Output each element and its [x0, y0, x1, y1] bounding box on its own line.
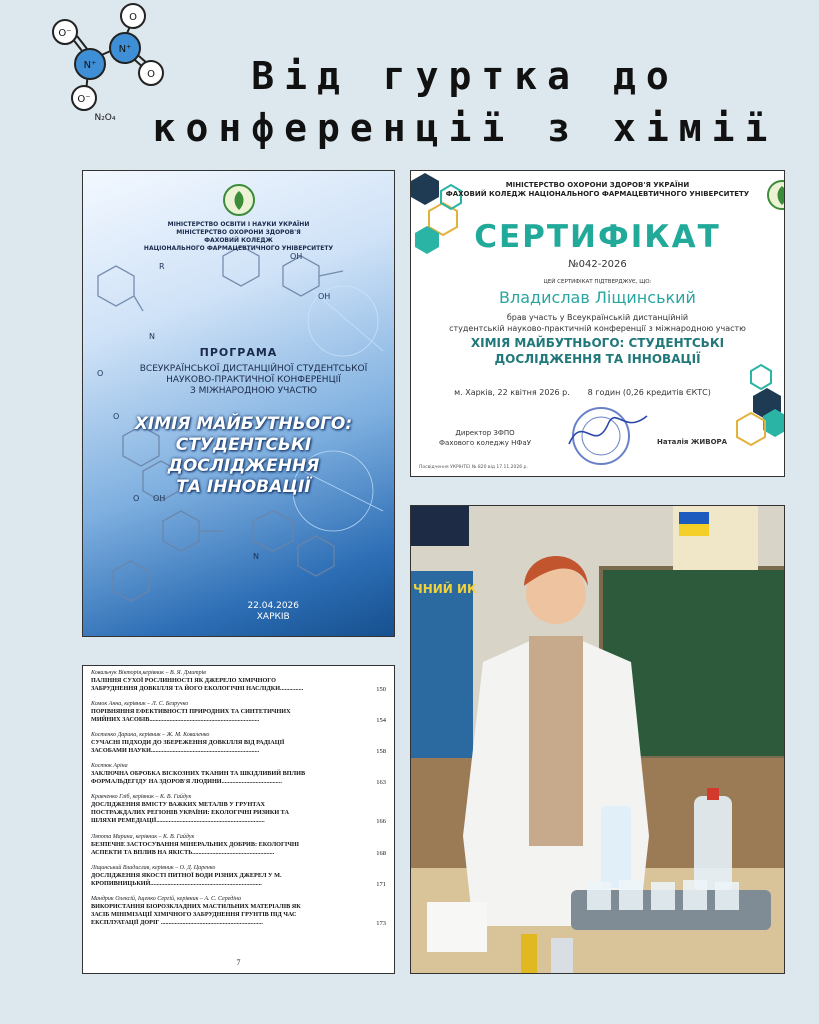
molecule-label: N	[149, 332, 155, 341]
molecule-label: O	[113, 412, 120, 421]
program-city: ХАРКІВ	[256, 612, 290, 622]
toc-title: ПОРІВНЯННЯ ЕФЕКТИВНОСТІ ПРИРОДНИХ ТА СИНТЕТИЧНИХ МИЙНИХ ЗАСОБІВ.......................................................................	[91, 708, 291, 723]
toc-entry	[91, 896, 386, 927]
toc-entry	[91, 865, 386, 888]
molecule-label: O	[97, 369, 104, 378]
toc-author: Ляпота Марина, керівник – К. В. Гайдук	[91, 834, 195, 840]
student-photo	[410, 505, 785, 974]
molecule-label: R	[159, 262, 165, 271]
program-date-block	[247, 601, 299, 623]
toc-page: 150	[376, 686, 386, 693]
program-date: 22.04.2026	[247, 601, 299, 611]
toc-page: 173	[376, 920, 386, 927]
toc-entry	[91, 701, 386, 724]
program-subtitle: ВСЕУКРАЇНСЬКОЇ ДИСТАНЦІЙНОЇ СТУДЕНТСЬКОЇ НАУКОВО-ПРАКТИЧНОЇ КОНФЕРЕНЦІЇ З МІЖНАРОДНОЮ УЧАСТЮ	[139, 364, 368, 396]
molecule-label: O	[133, 494, 140, 503]
toc-title: БЕЗПЕЧНЕ ЗАСТОСУВАННЯ МІНЕРАЛЬНИХ ДОБРИВ: ЕКОЛОГІЧНІ АСПЕКТИ ТА ВПЛИВ НА ЯКІСТЬ.....................................................	[91, 841, 300, 856]
certificate-director: Директор ЗФПО Фахового коледжу НФаУ	[439, 429, 531, 447]
student-experiment-illustration	[411, 506, 785, 974]
toc-page: 163	[376, 779, 386, 786]
program-conference-name: ХІМІЯ МАЙБУТНЬОГО: СТУДЕНТСЬКІ ДОСЛІДЖЕННЯ ТА ІННОВАЦІЇ	[134, 414, 353, 497]
photo-board-sign: ЧНИЙ ИК	[413, 582, 477, 596]
toc-author: Костенко Дарина, керівник – Ж. М. Коваленко	[91, 732, 210, 738]
toc-page-number: 7	[236, 958, 241, 967]
molecule-label: OH	[153, 494, 166, 503]
molecule-atom: O	[129, 12, 137, 23]
certificate-confirm: ЦЕЙ СЕРТИФІКАТ ПІДТВЕРДЖУЄ, ЩО:	[543, 279, 652, 285]
toc-page: 154	[376, 717, 386, 724]
toc-author: Костюк Аріна	[91, 763, 128, 769]
certificate-body: брав участь у Всеукраїнській дистанційній студентській науково-практичній конференції з міжнародною участю	[449, 313, 746, 333]
certificate-heading: СЕРТИФІКАТ	[474, 219, 721, 255]
toc-author: Мандрик Олексій, Іщенко Сергій, керівник – А. С. Середіна	[91, 896, 241, 902]
certificate	[410, 170, 785, 477]
molecule-atom: N⁺	[83, 60, 97, 71]
toc-page: 168	[376, 850, 386, 857]
certificate-place: м. Харків, 22 квітня 2026 р.	[454, 388, 570, 397]
toc-title: ЗАКЛЮЧНА ОБРОБКА ВІСКОЗНИХ ТКАНИН ТА ШКІДЛИВИЙ ВПЛИВ ФОРМАЛЬДЕГІДУ НА ЗДОРОВ'Я ЛЮДИНИ.......................................	[91, 770, 306, 785]
certificate-recipient: Владислав Ліщинський	[499, 288, 696, 307]
toc-entry	[91, 834, 386, 857]
toc-entry	[91, 763, 386, 786]
certificate-signer: Наталія ЖИВОРА	[657, 438, 728, 446]
page-title-line1: Від гуртка до	[251, 54, 679, 98]
program-ministry: МІНІСТЕРСТВО ОСВІТИ І НАУКИ УКРАЇНИ МІНІСТЕРСТВО ОХОРОНИ ЗДОРОВ'Я ФАХОВИЙ КОЛЕДЖ НАЦІОНАЛЬНОГО ФАРМАЦЕВТИЧНОГО УНІВЕРСИТЕТУ	[143, 221, 334, 252]
certificate-number: №042-2026	[568, 259, 627, 270]
toc-title: ПАЛІННЯ СУХОЇ РОСЛИННОСТІ ЯК ДЖЕРЕЛО ХІМІЧНОГО ЗАБРУДНЕННЯ ДОВКІЛЛЯ ТА ЙОГО ЕКОЛОГІЧНІ НАСЛІДКИ...............	[91, 677, 304, 692]
toc-entry	[91, 670, 386, 693]
molecule-label: N	[253, 552, 259, 561]
toc-page: 166	[376, 818, 386, 825]
molecule-formula: N₂O₄	[94, 113, 116, 123]
toc-title: ВИКОРИСТАННЯ БІОРОЗКЛАДНИХ МАСТИЛЬНИХ МАТЕРІАЛІВ ЯК ЗАСІБ МІНІМІЗАЦІЇ ХІМІЧНОГО ЗАБРУДНЕННЯ ГРУНТІВ ПІД ЧАС ЕКСПЛУАТАЦІЇ ДОРІГ ..................................................................	[91, 903, 301, 926]
molecule-atom: O⁻	[77, 94, 91, 105]
page-title-line2: конференції з хімії	[152, 106, 778, 150]
toc-page: 171	[376, 881, 386, 888]
molecule-label: OH	[318, 292, 331, 301]
toc-title: СУЧАСНІ ПІДХОДИ ДО ЗБЕРЕЖЕННЯ ДОВКІЛЛЯ ВІД РАДІАЦІЇ ЗАСОБАМИ НАУКИ......................................................................	[91, 739, 285, 754]
certificate-hours: 8 годин (0,26 кредитів ЄКТС)	[587, 388, 711, 397]
molecule-atom: N⁺	[118, 44, 132, 55]
table-of-contents	[82, 665, 395, 974]
page-title	[120, 50, 810, 154]
molecule-atom: O	[147, 69, 155, 80]
official-stamp	[561, 404, 651, 468]
molecule-labels-layer	[83, 171, 395, 637]
toc-entry	[91, 794, 386, 825]
toc-page: 158	[376, 748, 386, 755]
toc-author: Ковальчук Вікторія,керівник – В. Я. Дмитрів	[91, 670, 206, 676]
certificate-ministry: МІНІСТЕРСТВО ОХОРОНИ ЗДОРОВ'Я УКРАЇНИ ФАХОВИЙ КОЛЕДЖ НАЦІОНАЛЬНОГО ФАРМАЦЕВТИЧНОГО УНІВЕРСИТЕТУ	[445, 181, 750, 198]
toc-author: Комок Анна, керівник – Л. С. Безручко	[91, 701, 189, 707]
certificate-conference: ХІМІЯ МАЙБУТНЬОГО: СТУДЕНТСЬКІ ДОСЛІДЖЕННЯ ТА ІННОВАЦІЇ	[470, 336, 725, 366]
toc-author: Ліщинський Владислав, керівник – О. Д. Царенко	[91, 865, 216, 871]
toc-title: ДОСЛІДЖЕННЯ ЯКОСТІ ПИТНОЇ ВОДИ РІЗНИХ ДЖЕРЕЛ У М. КРОПИВНИЦЬКИЙ........................................................................	[91, 872, 282, 887]
molecule-atom: O⁻	[58, 28, 72, 39]
toc-entry	[91, 732, 386, 755]
molecule-label: OH	[290, 252, 303, 261]
toc-author: Кравченко Гліб, керівник – К. В. Гайдук	[91, 794, 192, 800]
certificate-place-hours	[411, 388, 754, 397]
certificate-footer: Посвідчення УКРІНТЕІ № 820 від 17.11.2026 р.	[419, 465, 528, 470]
toc-title: ДОСЛІДЖЕННЯ ВМІСТУ ВАЖКИХ МЕТАЛІВ У ГРУНТАХ ПОСТРАЖДАЛИХ РЕГІОНІВ УКРАЇНИ: ЕКОЛОГІЧНІ РИЗИКИ ТА ШЛЯХИ РЕМЕДІАЦІЇ......................................................................	[91, 801, 289, 824]
program-cover	[82, 170, 395, 637]
program-title: ПРОГРАМА	[199, 346, 278, 359]
